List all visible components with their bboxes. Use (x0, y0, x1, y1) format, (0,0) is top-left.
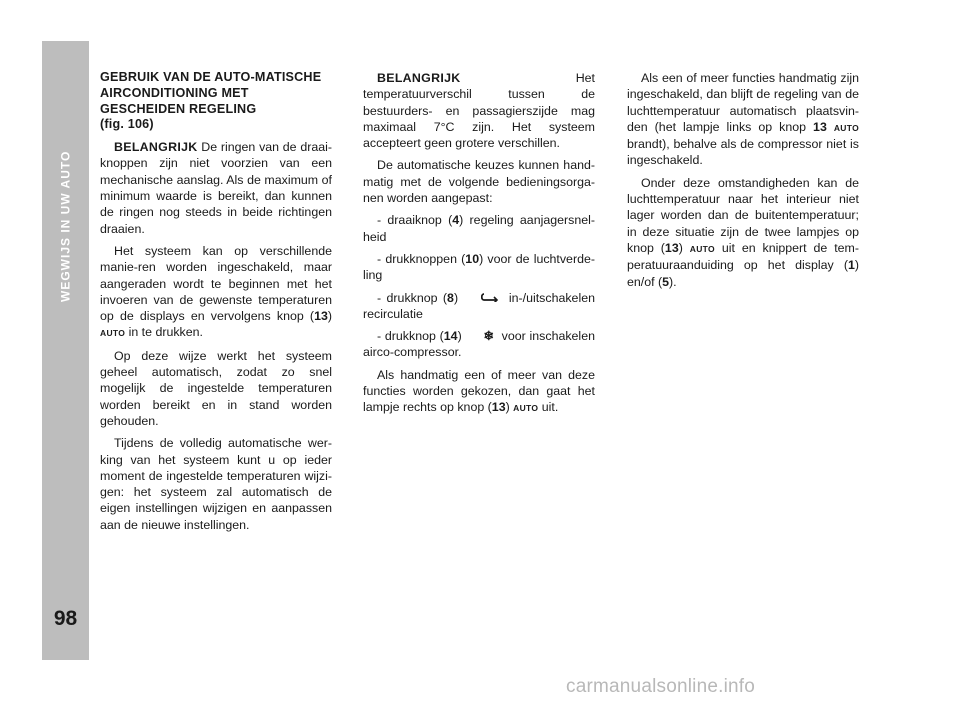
paragraph (100, 435, 332, 533)
list-text: - drukknop ( (377, 329, 444, 344)
list-text: ) regeling aanjagersnel-heid (363, 213, 595, 244)
paragraph-text: Het systeem kan op verschillende manie-ren worden ingeschakeld, maar aangeraden wordt te beginnen met het invoeren van de gewenste temperaturen op de displays en vervolgens knop ( (100, 243, 332, 324)
button-number: 4 (452, 213, 460, 228)
paragraph-text: De automatische keuzes kunnen hand-matig met de volgende bedieningsorga-nen worden aangepast: (363, 158, 595, 206)
list-text: - draaiknop ( (377, 213, 453, 228)
list-text: - drukknoppen ( (377, 251, 466, 266)
list-text: ) voor de luchtverde-ling (363, 251, 595, 283)
watermark: carmanualsonline.info (566, 676, 756, 697)
note-label: BELANGRIJK (377, 71, 461, 85)
recirculation-icon (463, 290, 503, 306)
page-number: 98 (53, 607, 78, 630)
button-number: 13 (314, 309, 328, 324)
auto-label: AUTO (100, 328, 126, 339)
paragraph-text: Als een of meer functies handmatig zijn ingeschakeld, dan blijft de regeling van de luchttemperatuur automatisch plaatsvin-den (het lampje links op knop (627, 71, 859, 134)
column-2 (363, 70, 595, 423)
auto-label: AUTO (689, 243, 715, 254)
paragraph-text: Onder deze omstandigheden kan de luchttemperatuur naar het interieur niet lager worden dan de buitentemperatuur; in deze situatie zijn de twee lampjes op knop ( (627, 175, 859, 255)
list-text: in-/uitschakelen recirculatie (363, 290, 595, 321)
paragraph-text: De ringen van de draai-knoppen zijn niet voorzien van een mechanische aanslag. Als de maximum of minimum waarde is bereikt, dan kunnen de ringen nog steeds in beide richtingen draaien. (100, 140, 332, 236)
paragraph (363, 367, 595, 417)
heading-text: GEBRUIK VAN DE AUTO-MATISCHE AIRCONDITIONING MET GESCHEIDEN REGELING (100, 70, 322, 116)
snowflake-icon: ❄ (483, 329, 494, 344)
paragraph-text: Op deze wijze werkt het systeem geheel automatisch, zodat zo snel mogelijk de ingestelde temperaturen worden bereikt en in stand worden gehouden. (100, 348, 332, 428)
paragraph (627, 70, 859, 169)
sidebar (42, 41, 89, 660)
paragraph-text: brandt), behalve als de compressor niet is ingeschakeld. (627, 137, 859, 168)
figure-reference: (fig. 106) (100, 117, 154, 132)
paragraph (100, 243, 332, 342)
auto-label: AUTO (513, 403, 539, 414)
display-number: 1 (847, 258, 855, 273)
paragraph-text: ). (669, 274, 677, 289)
list-item (363, 290, 595, 323)
paragraph-text: ) (678, 240, 690, 255)
auto-label: AUTO (833, 122, 859, 133)
paragraph-text: in te drukken. (125, 325, 203, 340)
list-text: voor inschakelen airco-compressor. (363, 329, 595, 360)
paragraph-text: ) (505, 400, 514, 415)
display-number: 5 (662, 274, 670, 289)
paragraph-text: Het temperatuurverschil tussen de bestuurders- en passagierszijde mag maximaal 7°C zijn. Het systeem accepteert geen grotere verschillen. (363, 71, 595, 151)
button-number: 13 (813, 119, 827, 134)
list-item (363, 212, 595, 245)
section-heading (100, 70, 332, 133)
paragraph-text: Als handmatig een of meer van deze functies worden gekozen, dan gaat het lampje rechts op knop ( (363, 367, 595, 415)
list-text: ) (457, 329, 466, 344)
paragraph-text: Tijdens de volledig automatische wer-king van het systeem kunt u op ieder moment de ingestelde temperaturen wijzi-gen: het systeem zal automatisch de eigen instellingen wijzigen en aanpassen aan de nieuwe instellingen. (100, 436, 332, 532)
paragraph (100, 348, 332, 429)
paragraph-text: ) en/of ( (627, 258, 859, 289)
paragraph-text: uit en knippert de tem-peratuuraanduiding op het display ( (627, 240, 859, 273)
paragraph-text: uit. (538, 400, 559, 415)
section-title: WEGWIJS IN UW AUTO (58, 150, 73, 302)
list-item (363, 251, 595, 284)
column-3 (627, 70, 859, 296)
column-1 (100, 70, 332, 539)
list-item (363, 328, 595, 361)
paragraph (363, 70, 595, 151)
button-number: 13 (491, 400, 506, 415)
button-number: 13 (664, 240, 679, 255)
list-text: - drukknop ( (377, 290, 448, 305)
paragraph (627, 175, 859, 290)
note-label: BELANGRIJK (114, 140, 198, 155)
paragraph-text: ) (327, 309, 332, 324)
button-number: 10 (465, 251, 480, 266)
list-text: ) (453, 290, 464, 305)
paragraph (100, 139, 332, 237)
paragraph (363, 157, 595, 206)
button-number: 8 (447, 290, 454, 305)
button-number: 14 (443, 329, 458, 344)
